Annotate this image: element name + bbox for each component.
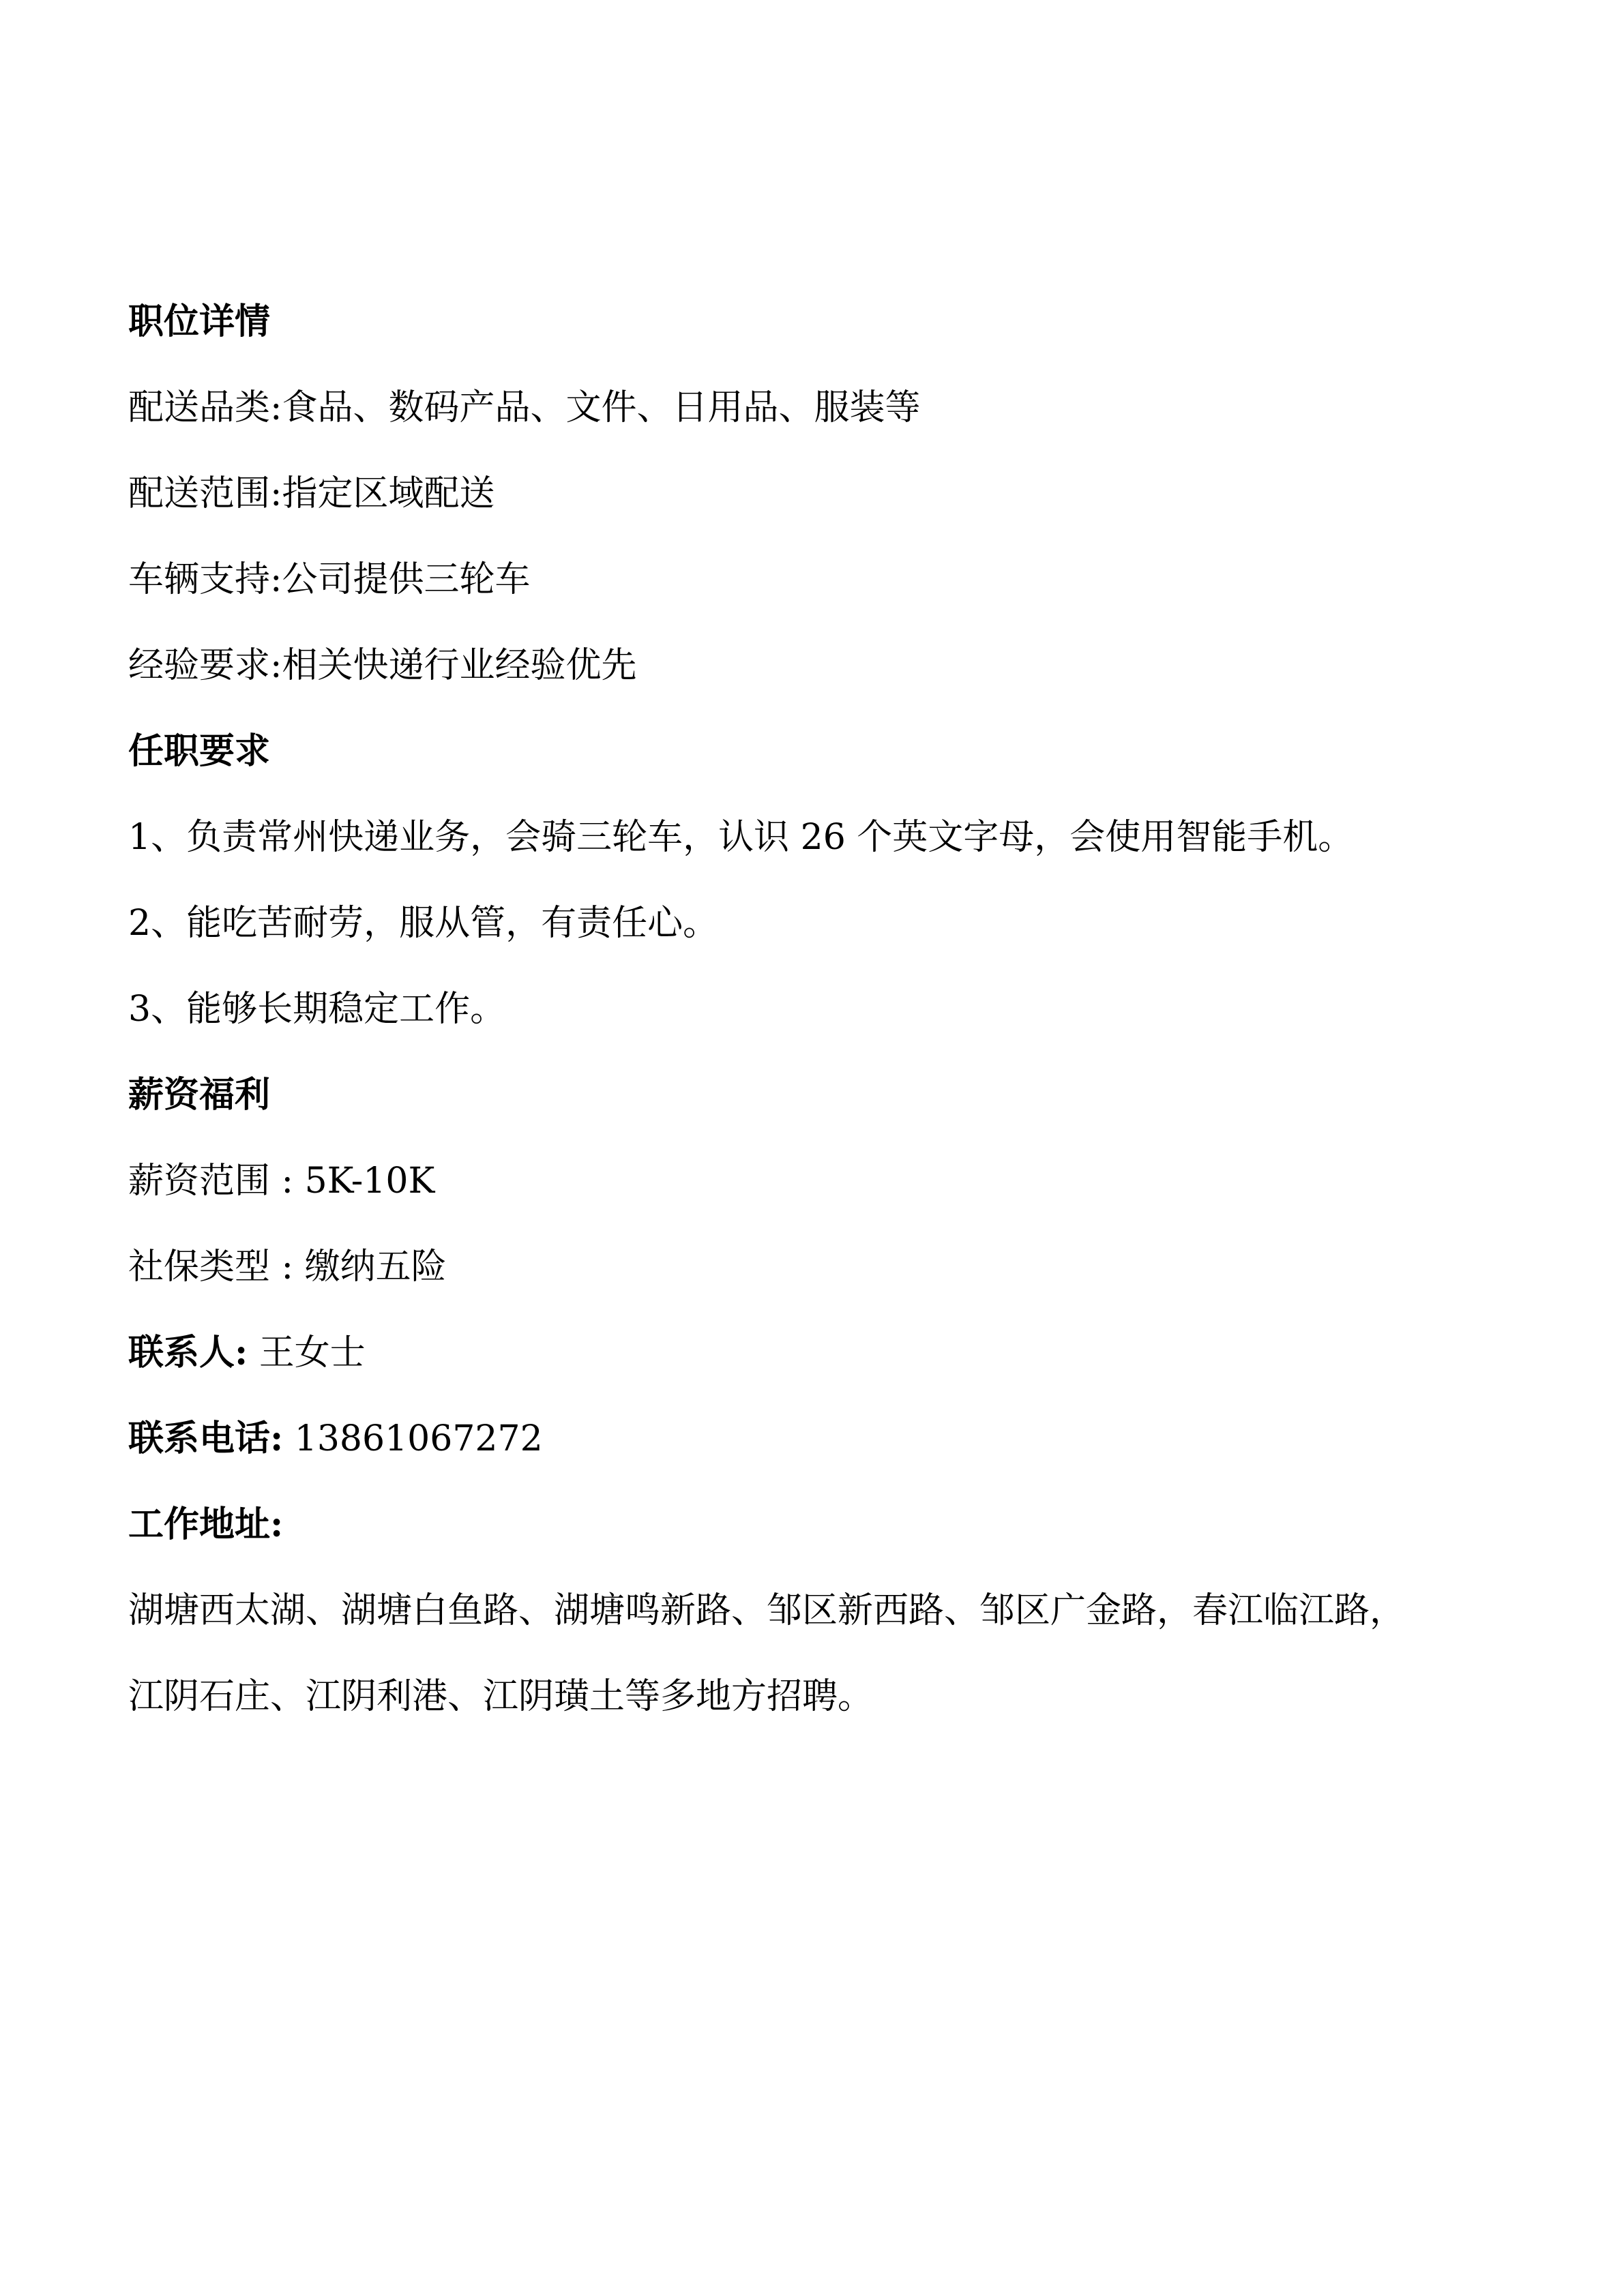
contact-phone-value: 13861067272 — [283, 1418, 543, 1459]
requirement-item: 1、负责常州快递业务，会骑三轮车，认识 26 个英文字母，会使用智能手机。 — [128, 817, 1354, 858]
vehicle-support: 车辆支持:公司提供三轮车 — [128, 559, 531, 600]
contact-phone-label: 联系电话: — [128, 1418, 284, 1459]
contact-person-value: 王女士 — [248, 1332, 366, 1373]
insurance-type: 社保类型 : 缴纳五险 — [128, 1247, 447, 1287]
contact-person — [128, 1329, 366, 1377]
salary-range: 薪资范围 : 5K-10K — [128, 1161, 435, 1202]
contact-phone — [128, 1415, 543, 1463]
delivery-scope: 配送范围:指定区域配送 — [128, 473, 495, 514]
benefits-heading: 薪资福利 — [128, 1074, 271, 1116]
address-line: 江阴石庄、江阴利港、江阴璜土等多地方招聘。 — [128, 1676, 874, 1717]
experience-requirement: 经验要求:相关快递行业经验优先 — [128, 645, 637, 686]
contact-person-label: 联系人: — [128, 1332, 248, 1373]
requirement-item: 2、能吃苦耐劳，服从管，有责任心。 — [128, 903, 719, 944]
job-details-heading: 职位详情 — [128, 301, 271, 342]
address-line: 湖塘西太湖、湖塘白鱼路、湖塘鸣新路、邹区新西路、邹区广金路，春江临江路， — [128, 1590, 1406, 1631]
requirements-heading: 任职要求 — [128, 730, 271, 772]
requirement-item: 3、能够长期稳定工作。 — [128, 989, 506, 1030]
delivery-category: 配送品类:食品、数码产品、文件、日用品、服装等 — [128, 387, 921, 428]
address-heading: 工作地址: — [128, 1504, 284, 1545]
